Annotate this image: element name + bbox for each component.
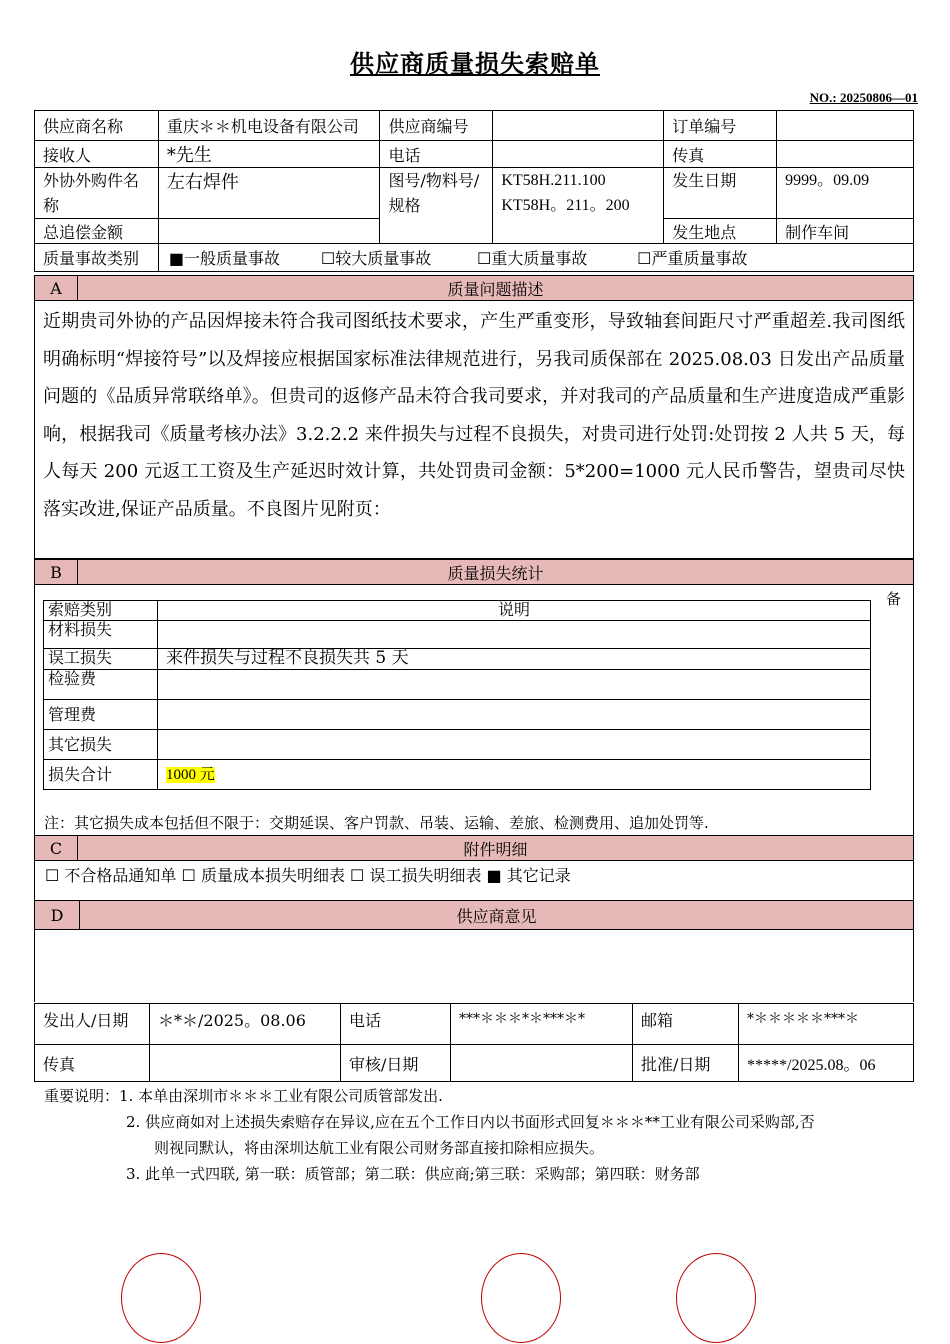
loss-type-labor: 误工损失 bbox=[44, 649, 158, 670]
order-no-value bbox=[777, 111, 914, 141]
loss-desc-management bbox=[158, 700, 871, 730]
approve-value: *****/2025.08。06 bbox=[739, 1045, 914, 1082]
date-label: 发生日期 bbox=[664, 168, 777, 219]
loss-type-management: 管理费 bbox=[44, 700, 158, 730]
total-label: 总追偿金额 bbox=[35, 219, 159, 244]
phone-label: 电话 bbox=[380, 141, 493, 168]
page-title: 供应商质量损失索赔单 bbox=[350, 49, 600, 78]
drawing-value-1: KT58H.211.100 bbox=[501, 172, 606, 189]
seal-circle-middle bbox=[481, 1253, 561, 1343]
supplier-name-label: 供应商名称 bbox=[35, 111, 159, 141]
part-name-value: 左右焊件 bbox=[158, 168, 380, 219]
email-label: 邮箱 bbox=[633, 1004, 739, 1045]
section-b-title: 质量损失统计 bbox=[78, 560, 914, 585]
important-notes bbox=[44, 1083, 815, 1187]
category-option-critical[interactable]: ☐严重质量事故 bbox=[637, 249, 748, 268]
section-a bbox=[34, 275, 914, 559]
attachment-options[interactable]: ☐ 不合格品通知单 ☐ 质量成本损失明细表 ☐ 误工损失明细表 ■ 其它记录 bbox=[35, 861, 914, 902]
supplier-name-value: 重庆＊＊机电设备有限公司 bbox=[158, 111, 380, 141]
section-c bbox=[34, 835, 914, 902]
supplier-code-label: 供应商编号 bbox=[380, 111, 493, 141]
order-no-label: 订单编号 bbox=[664, 111, 777, 141]
loss-total-cell bbox=[158, 760, 871, 790]
footer-fax-label: 传真 bbox=[35, 1045, 150, 1082]
approve-label: 批准/日期 bbox=[633, 1045, 739, 1082]
part-name-label: 外协外购件名称 bbox=[35, 168, 159, 219]
fax-value bbox=[777, 141, 914, 168]
important-line-3: 3. 此单一式四联, 第一联：质管部；第二联：供应商;第三联：采购部；第四联：财务部 bbox=[126, 1165, 700, 1183]
footer-phone-value: ***＊＊＊*＊***＊* bbox=[451, 1004, 633, 1045]
issuer-label: 发出人/日期 bbox=[35, 1004, 150, 1045]
section-d-title: 供应商意见 bbox=[80, 901, 914, 930]
important-line-2a: 2. 供应商如对上述损失索赔存在异议,应在五个工作日内以书面形式回复＊＊＊**工业有限公司采购部,否 bbox=[126, 1113, 815, 1131]
supplier-code-value bbox=[493, 111, 664, 141]
drawing-label: 图号/物料号/规格 bbox=[380, 168, 493, 244]
loss-desc-labor: 来件损失与过程不良损失共 5 天 bbox=[158, 649, 871, 670]
category-label: 质量事故类别 bbox=[35, 244, 159, 272]
fax-label: 传真 bbox=[664, 141, 777, 168]
loss-desc-material bbox=[158, 621, 871, 649]
section-c-letter: C bbox=[35, 836, 78, 861]
loss-type-inspection: 检验费 bbox=[44, 670, 158, 700]
issuer-value: ＊*＊/2025。08.06 bbox=[150, 1004, 341, 1045]
phone-value bbox=[493, 141, 664, 168]
section-a-title: 质量问题描述 bbox=[78, 276, 914, 301]
seal-circle-right bbox=[676, 1253, 756, 1343]
footer-phone-label: 电话 bbox=[341, 1004, 451, 1045]
location-label: 发生地点 bbox=[664, 219, 777, 244]
section-c-title: 附件明细 bbox=[78, 836, 914, 861]
loss-type-other: 其它损失 bbox=[44, 730, 158, 760]
important-label: 重要说明： bbox=[44, 1087, 120, 1105]
section-d bbox=[34, 900, 914, 1002]
location-value: 制作车间 bbox=[777, 219, 914, 244]
review-value bbox=[451, 1045, 633, 1082]
signature-table bbox=[34, 1003, 914, 1082]
loss-desc-other bbox=[158, 730, 871, 760]
important-line-1: 1. 本单由深圳市＊＊＊工业有限公司质管部发出. bbox=[119, 1087, 443, 1105]
drawing-value-2: KT58H。211。200 bbox=[501, 197, 630, 214]
category-option-general[interactable]: ■一般质量事故 bbox=[168, 249, 280, 268]
receiver-value: *先生 bbox=[158, 141, 380, 168]
category-option-serious[interactable]: ☐重大质量事故 bbox=[477, 249, 588, 268]
category-option-major[interactable]: ☐较大质量事故 bbox=[320, 249, 432, 268]
important-line-2b: 则视同默认，将由深圳达航工业有限公司财务部直接扣除相应损失。 bbox=[154, 1139, 605, 1157]
section-a-letter: A bbox=[35, 276, 78, 301]
supplier-opinion-field[interactable] bbox=[35, 930, 914, 1003]
footer-fax-value bbox=[150, 1045, 341, 1082]
loss-total-value: 1000 元 bbox=[166, 767, 215, 783]
claim-form-table bbox=[34, 110, 914, 272]
document-number: NO.: 20250806—01 bbox=[809, 90, 918, 105]
drawing-values bbox=[493, 168, 664, 244]
remark-label: 备 bbox=[886, 590, 902, 608]
loss-col-type: 索赔类别 bbox=[44, 601, 158, 621]
date-value: 9999。09.09 bbox=[777, 168, 914, 219]
loss-table bbox=[43, 600, 871, 790]
receiver-label: 接收人 bbox=[35, 141, 159, 168]
seal-circle-left bbox=[121, 1253, 201, 1343]
section-b-letter: B bbox=[35, 560, 78, 585]
section-d-letter: D bbox=[35, 901, 80, 930]
loss-type-total: 损失合计 bbox=[44, 760, 158, 790]
category-options bbox=[158, 244, 913, 272]
problem-description: 近期贵司外协的产品因焊接未符合我司图纸技术要求，产生严重变形，导致轴套间距尺寸严重超差.我司图纸明确标明“焊接符号”以及焊接应根据国家标准法律规范进行，另我司质保部在 2025.08.03 日发出产品质量问题的《品质异常联络单》。但贵司的返修产品未符合我司要求，并对我司的产品质量和生产进度造成严重影响，根据我司《质量考核办法》3.2.2.2 来件损失与过程不良损失，对贵司进行处罚:处罚按 2 人共 5 天，每人每天 200 元返工工资及生产延迟时效计算，共处罚贵司金额：5*200=1000 元人民币警告，望贵司尽快落实改进,保证产品质量。不良图片见附页： bbox=[35, 301, 914, 559]
total-value bbox=[158, 219, 380, 244]
loss-note: 注：其它损失成本包括但不限于：交期延误、客户罚款、吊装、运输、差旅、检测费用、追加处罚等. bbox=[44, 814, 709, 832]
loss-type-material: 材料损失 bbox=[44, 621, 158, 649]
loss-col-desc: 说明 bbox=[158, 601, 871, 621]
loss-desc-inspection bbox=[158, 670, 871, 700]
email-value: *＊＊＊＊＊***＊ bbox=[739, 1004, 914, 1045]
review-label: 审核/日期 bbox=[341, 1045, 451, 1082]
